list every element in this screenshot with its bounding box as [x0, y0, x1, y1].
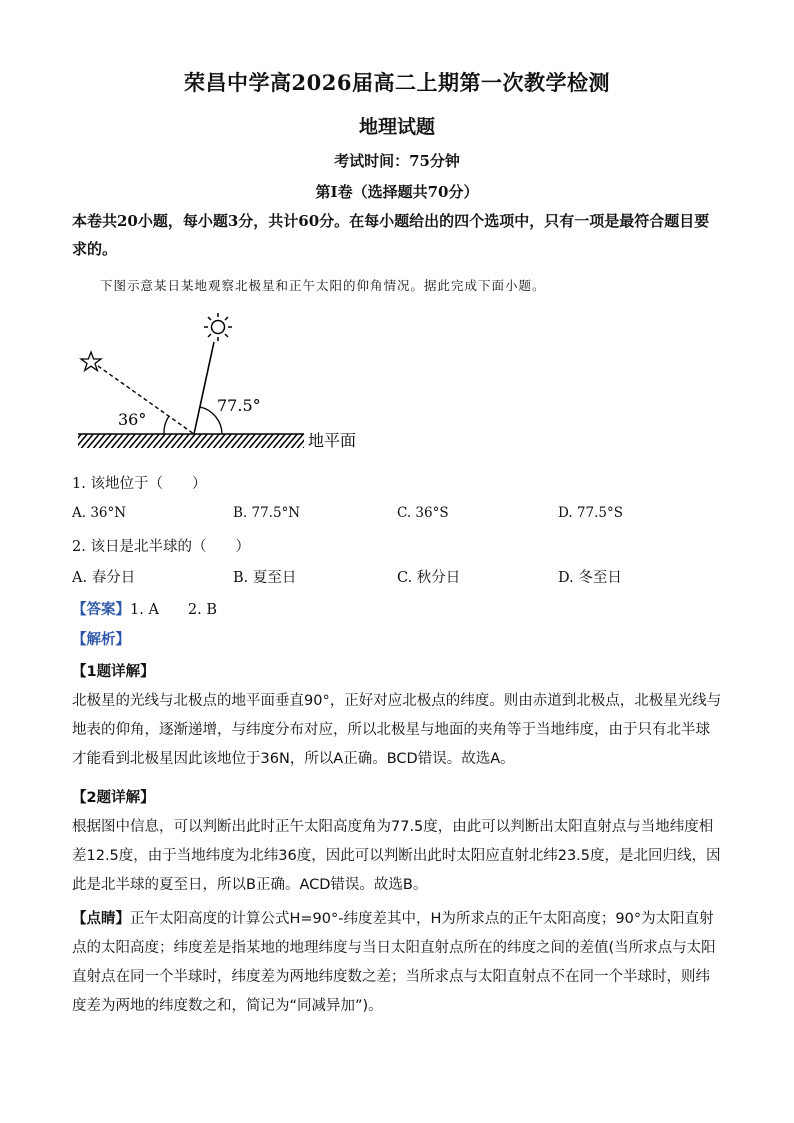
detail-1-text: 北极星的光线与北极点的地平面垂直90°，正好对应北极点的纬度。则由赤道到北极点，北极星光线与地表的仰角，逐渐递增，与纬度分布对应，所以北极星与地面的夹角等于当地纬度，由于只有北半球才能看到北极星因此该地位于36N，所以A正确。BCD错误。故选A。	[72, 693, 722, 767]
subject-title: 地理试题	[358, 116, 435, 138]
question-1-option-b: B. 77.5°N	[233, 505, 301, 521]
question-2-option-b: B. 夏至日	[233, 570, 297, 586]
analysis-line	[72, 628, 130, 649]
tip-label: 【点睛】	[72, 911, 130, 927]
question-1-option-d: D. 77.5°S	[558, 505, 623, 521]
detail-1-label: 【1题详解】	[72, 664, 155, 680]
angle-figure	[70, 308, 390, 458]
detail-2-label: 【2题详解】	[72, 790, 155, 806]
question-1-stem: 1. 该地位于（ ）	[72, 476, 207, 492]
school-title: 荣昌中学高2026届高二上期第一次教学检测	[184, 70, 610, 95]
tip-paragraph	[72, 905, 724, 1021]
section-heading: 第Ⅰ卷（选择题共70分）	[315, 183, 479, 201]
question-2-option-a: A. 春分日	[72, 570, 136, 586]
sun-angle-label: 77.5°	[217, 396, 261, 415]
exam-time: 考试时间：75分钟	[334, 152, 460, 170]
question-1-option-c: C. 36°S	[397, 505, 449, 521]
answer-line	[72, 598, 217, 619]
polaris-angle-label: 36°	[118, 410, 147, 429]
detail-2-text: 根据图中信息，可以判断出此时正午太阳高度角为77.5度，由此可以判断出太阳直射点与当地纬度相差12.5度，由于当地纬度为北纬36度，因此可以判断出此时太阳应直射北纬23.5度，是北回归线，因此是北半球的夏至日，所以B正确。ACD错误。故选B。	[72, 819, 721, 893]
question-2-option-d: D. 冬至日	[558, 570, 622, 586]
answer-text: 1. A 2. B	[130, 602, 218, 618]
ground-hatch	[78, 434, 304, 448]
ground-label: 地平面	[308, 431, 357, 450]
sun-icon	[204, 313, 232, 341]
polaris-angle-arc	[164, 416, 169, 434]
sun-line	[194, 342, 214, 434]
star-icon	[81, 352, 101, 371]
answer-label: 【答案】	[72, 601, 130, 618]
question-1-option-a: A. 36°N	[72, 505, 127, 521]
tip-text: 正午太阳高度的计算公式H=90°-纬度差其中，H为所求点的正午太阳高度；90°为太阳直射点的太阳高度；纬度差是指某地的地理纬度与当日太阳直射点所在的纬度之间的差值(当所求点与太阳直射点在同一个半球时，纬度差为两地纬度数之差；当所求点与太阳直射点不在同一个半球时，则纬度差为两地的纬度数之和，简记为“同减异加”)。	[72, 911, 716, 1014]
question-2-option-c: C. 秋分日	[397, 570, 461, 586]
question-2-stem: 2. 该日是北半球的（ ）	[72, 539, 250, 555]
analysis-label: 【解析】	[72, 631, 130, 648]
question-intro: 下图示意某日某地观察北极星和正午太阳的仰角情况。据此完成下面小题。	[100, 278, 546, 293]
instructions: 本卷共20小题，每小题3分，共计60分。在每小题给出的四个选项中，只有一项是最符合题目要求的。	[72, 212, 710, 258]
